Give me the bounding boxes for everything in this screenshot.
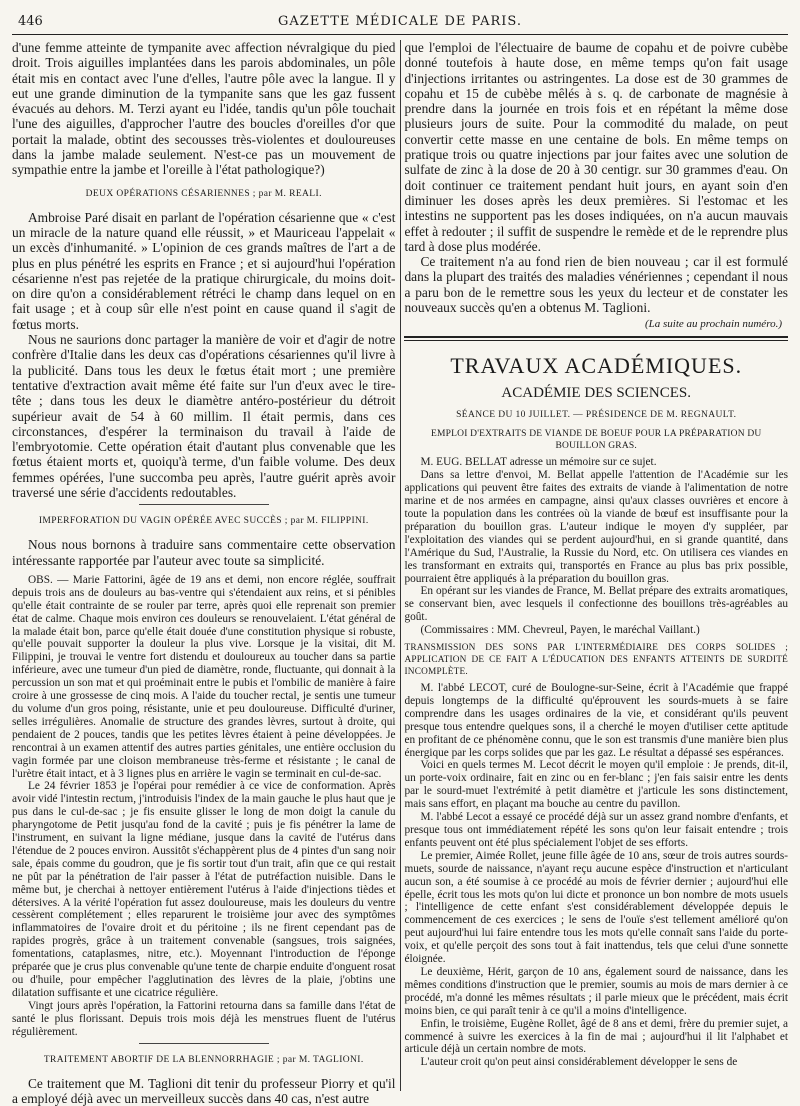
paragraph-lecot-6: Enfin, le troisième, Eugène Rollet, âgé de 8 ans et demi, frère du premier sujet, a commencé à suivre les exercices à la fin de mai ; aujourd'hui il lit l'alphabet et articule déjà un certain nombre de mots. bbox=[404, 1017, 788, 1056]
two-column-body bbox=[12, 40, 788, 1106]
academy-title: ACADÉMIE DES SCIENCES. bbox=[501, 385, 692, 402]
paragraph-lecot-5: Le deuxième, Hérit, garçon de 10 ans, également sourd de naissance, dans les mêmes conditions d'instruction que le premier, soumis au mois de mars dernier à ce procédé, m'a donné les mêmes résultats ; il parle mieux que le précédent, mais écrit moins bien, ce qui paraît tenir à ce qu'il a moins d'intelligence. bbox=[404, 965, 788, 1017]
column-divider bbox=[400, 40, 401, 1091]
heading-transmission-sons: TRANSMISSION DES SONS PAR L'INTERMÉDIAIRE DES CORPS SOLIDES ; APPLICATION DE CE FAIT A L'ÉDUCATION DES ENFANTS ATTEINTS DE SURDITÉ INCOMPLÈTE. bbox=[404, 643, 788, 678]
continued-note: (La suite au prochain numéro.) bbox=[645, 318, 782, 331]
session-line: SÉANCE DU 10 JUILLET. — PRÉSIDENCE DE M. REGNAULT. bbox=[456, 410, 737, 421]
paragraph-bellat-2: Dans sa lettre d'envoi, M. Bellat appelle l'attention de l'Académie sur les applications qui peuvent être faites des extraits de viande à l'alimentation de notre marine et de nos armées en campagne, ainsi qu'aux classes ouvrières et encore à toute la population dans les contrées où la viande de bœuf est insuffisante pour la préparation du bouillon gras. L'auteur indique le moyen d'y suppléer, par l'exploitation des viandes qui se perdent aujourd'hui, en si grande quantité, dans l'Amérique du Sud, l'Australie, la Russie du Nord, etc. On utilisera ces viandes en les transformant en extraits qui, transportés en France au plus bas prix possible, pourraient être appliqués à la préparation du bouillon gras. bbox=[404, 469, 788, 585]
paragraph-bellat-3: En opérant sur les viandes de France, M. Bellat prépare des extraits aromatiques, se conservant bien, avec lesquels il confectionne des bouillons très-agréables au goût. bbox=[404, 585, 788, 624]
paragraph-nouveau: Ce traitement n'a au fond rien de bien nouveau ; car il est formulé dans la plupart des traités des maladies vénériennes ; cependant il nous a paru bon de le remettre sous les yeux du lecteur et de constater les nouveaux succès qu'en a obtenus M. Taglioni. bbox=[404, 254, 788, 316]
paragraph-lecot-3: M. l'abbé Lecot a essayé ce procédé déjà sur un assez grand nombre d'enfants, et presque tous ont immédiatement répété les sons qu'on leur faisait entendre ; trois enfants peuvent ont été plus spécialement l'objet de ses efforts. bbox=[404, 811, 788, 849]
heading-cesariennes: DEUX OPÉRATIONS CÉSARIENNES ; par M. REALI. bbox=[85, 188, 322, 199]
paragraph-lecot-4: Le premier, Aimée Rollet, jeune fille âgée de 10 ans, sœur de trois autres sourds-muets, sourde de naissance, n'ayant reçu aucune espèce d'instruction et n'articulant aucun son, a été soumise à ce procédé au mois de février dernier ; aujourd'hui elle épelle, écrit tous les mots qu'on lui dicte et prononce un bon nombre de mots usuels ; l'intelligence de cette enfant s'est considérablement développée depuis le commencement de ces exercices ; le sens de l'ouïe s'est tellement amélioré qu'on peut aujourd'hui lui faire entendre tous les mots qu'elle connaît sans l'aide du porte-voix, et qu'elle perçoit des sons tout à fait inattendus, tels que celui d'une sonnette éloignée. bbox=[404, 849, 788, 966]
paragraph-lecot-2: Voici en quels termes M. Lecot décrit le moyen qu'il emploie : Je prends, dit-il, un porte-voix ordinaire, fait en zinc ou en fer-blanc ; j'en fais saisir entre les dents par le sourd-muet l'extrémité à petit diamètre et j'articule les sons distinctement, mais sans effort, en plaçant ma bouche au centre du pavillon. bbox=[404, 759, 788, 811]
paragraph-tympanite: d'une femme atteinte de tympanite avec affection névralgique du pied droit. Trois aiguilles implantées dans les parois abdominales, un pôle était mis en contact avec l'une d'elles, l'autre pôle avec la langue. Il y eut une grande diminution de la tympanite sans que les gaz fussent évacués au dehors. M. Terzi ayant eu l'idée, tandis qu'un pôle touchait l'une des aiguilles, d'approcher l'autre des boucles d'oreilles d'or que portait la malade, obtint des secousses très-violentes et douloureuses dans la jambe malade seulement. N'est-ce pas un mouvement de sympathie entre la jambe et l'oreille à l'état pathologique?) bbox=[12, 40, 396, 178]
paragraph-observation-3: Vingt jours après l'opération, la Fattorini retourna dans sa famille dans l'état de santé le plus florissant. Depuis trois mois déjà les menstrues fluent de l'utérus régulièrement. bbox=[12, 999, 396, 1038]
journal-title: GAZETTE MÉDICALE DE PARIS. bbox=[278, 14, 522, 29]
heading-imperforation: IMPERFORATION DU VAGIN OPÉRÉE AVEC SUCCÈS ; par M. FILIPPINI. bbox=[38, 516, 369, 527]
paragraph-observation-2: Le 24 février 1853 je l'opérai pour remédier à ce vice de conformation. Après avoir vidé l'intestin rectum, j'introduisis l'index de la main gauche le plus haut que je pus dans le cul-de-sac ; je fis ensuite glisser le long de mon doigt la canule du pharyngotome de Petit jusqu'au fond de la cavité ; puis je fis pénétrer la lame de l'instrument, en suivant la ligne médiane, jusque dans la cavité de l'utérus dans l'étendue de 2 pouces environ. Aussitôt s'échappèrent plus de 4 pintes d'un sang noir sale, épais comme du goudron, que je fis sortir tout d'un trait, afin que ce qui restait ne pût par la pénétration de l'air passer à l'état de putréfaction nuisible. Dans le même but, je cherchai à nettoyer entièrement l'utérus à l'aide d'injections tièdes et détersives. A la vérité l'opération fut assez douloureuse, mais les douleurs du ventre cessèrent complétement ; elles reparurent le troisième jour avec des symptômes inflammatoires de l'ovaire droit et du péritoine ; ils ne firent cependant pas de rapides progrès, grâce à un traitement convenable (sangsues, trois saignées, fomentations, cataplasmes, nitre, etc.). Moyennant l'introduction de l'éponge préparée que je crus plus convenable qu'une tente de charpie enduite d'onguent rosat ou d'huile, pour empêcher l'agglutination des lèvres de la plaie, j'obtins une dilatation suffisante et une cicatrice régulière. bbox=[12, 780, 396, 999]
paragraph-lecot-1: M. l'abbé LECOT, curé de Boulogne-sur-Seine, écrit à l'Académie que frappé depuis longtemps de la difficulté qu'éprouvent les sourds-muets à se faire comprendre dans les usages ordinaires de la vie, et considérant qu'ils peuvent presque tous entendre quelques sons, il a cherché le moyen d'utiliser cette aptitude en profitant de ce phénomène connu, que le son est transmis d'une manière bien plus énergique par les corps solides que par les gaz. Le résultat a dépassé ses espérances. bbox=[404, 682, 788, 759]
left-column bbox=[12, 40, 396, 1106]
section-divider bbox=[139, 1043, 269, 1044]
paragraph-blennorrhagie: Ce traitement que M. Taglioni dit tenir du professeur Piorry et qu'il a employé déjà avec un merveilleux succès dans 40 cas, n'est autre bbox=[12, 1075, 396, 1106]
page-number: 446 bbox=[18, 14, 43, 29]
paragraph-commissaires: (Commissaires : MM. Chevreul, Payen, le maréchal Vaillant.) bbox=[420, 624, 700, 637]
paragraph-vagin-intro: Nous nous bornons à traduire sans commentaire cette observation intéressante rapportée par l'auteur avec toute sa simplicité. bbox=[12, 537, 396, 568]
paragraph-cesar-1: Ambroise Paré disait en parlant de l'opération césarienne que « c'est un miracle de la nature quand elle réussit, » et Mauriceau l'appelait « un excès d'inhumanité. » L'opinion de ces grands maîtres de l'art a de plus en plus pénétré les esprits en France ; et si aujourd'hui l'opération césarienne n'est pas rejetée de la pratique chirurgicale, du moins doit-on dire qu'on a considérablement rétréci le champ dans lequel on en fait usage ; et à coup sûr elle n'est point en cause quand il s'agit de fœtus morts. bbox=[12, 209, 396, 332]
heading-extraits-viande: EMPLOI D'EXTRAITS DE VIANDE DE BOEUF POUR LA PRÉPARATION DU BOUILLON GRAS. bbox=[431, 429, 762, 452]
section-divider bbox=[139, 504, 269, 505]
double-rule bbox=[404, 336, 788, 341]
page-header bbox=[12, 12, 788, 35]
paragraph-bellat-1: M. EUG. BELLAT adresse un mémoire sur ce sujet. bbox=[420, 456, 657, 469]
heading-blennorrhagie: TRAITEMENT ABORTIF DE LA BLENNORRHAGIE ; par M. TAGLIONI. bbox=[43, 1054, 364, 1065]
paragraph-observation-1: OBS. — Marie Fattorini, âgée de 19 ans et demi, non encore réglée, souffrait depuis trois ans de douleurs au bas-ventre qui s'étendaient aux reins, et si pénibles qu'elle était contrainte de se rouler par terre, après quoi elle reprenait son premier état de calme. Chaque mois environ ces douleurs se renouvelaient. L'état général de la malade était bon, parce qu'elle était douée d'une constitution physique si robuste, qu'elle pouvait supporter la douleur la plus vive. Lorsque je la visitai, dit M. Filippini, je trouvai le ventre fort distendu et douloureux au toucher dans sa partie inférieure, avec une tumeur d'un pied de diamètre, ronde, fluctuante, qui donnait à la percussion un son mat et qui proéminait entre le pubis et l'ombilic de manière à faire croire à une grossesse de cinq mois. A l'aide du toucher rectal, je sentis une tumeur du volume d'un gros poing, résistante, unie et peu douloureuse. Difficulté d'uriner, selles irrégulières. Anomalie de structure des grandes lèvres, surtout à droite, qui pendaient de 2 pouces, tandis que les petites lèvres étaient à peine développées. Je rencontrai à un examen attentif des autres parties génitales, une entière occlusion du vagin formée par une cloison membraneuse très-ferme et résistante ; le canal de l'urètre était intact, et à 3 lignes plus en arrière le vagin se terminait en cul-de-sac. bbox=[12, 573, 396, 780]
right-column bbox=[404, 40, 788, 1091]
section-title-travaux: TRAVAUX ACADÉMIQUES. bbox=[450, 353, 743, 379]
paragraph-lecot-7: L'auteur croit qu'on peut ainsi considérablement développer le sens de bbox=[420, 1056, 738, 1069]
paragraph-copahu: que l'emploi de l'électuaire de baume de copahu et de poivre cubèbe donné toutefois à haute dose, en même temps qu'on fait usage d'injections irritantes ou astringentes. La dose est de 30 grammes de copahu et 15 de cubèbe mêlés à s. q. de carbonate de magnésie à prendre dans la journée en trois fois et en répétant la même dose plusieurs jours de suite. Pour la commodité du malade, on peut convertir cette masse en une centaine de bols. En même temps on pratique trois ou quatre injections par jour faites avec une solution de sulfate de zinc à la dose de 20 à 30 centigr. sur 30 grammes d'eau. On doit continuer ce traitement pendant huit jours, en ayant soin d'en diminuer les doses après les deux premières. Si l'estomac et les intestins ne supportent pas les doses indiquées, on n'a aucun mauvais effet à redouter ; il suffit de suspendre le remède et de le reprendre plus tard à dose plus modérée. bbox=[404, 40, 788, 254]
paragraph-cesar-2: Nous ne saurions donc partager la manière de voir et d'agir de notre confrère d'Italie dans les deux cas d'opérations césariennes qu'il livre à la publicité. Dans tous les deux le fœtus était mort ; une première tentative d'extraction avait même été faite sur l'un d'eux avec le tire-tête ; dans tous les deux le diamètre antéro-postérieur du détroit supérieur avait de 54 à 60 millim. Il était permis, dans ces circonstances, d'espérer la terminaison du travail à l'aide de l'embryotomie. Cette opération était d'autant plus convenable que les fœtus étaient morts et, quoiqu'à terme, d'un faible volume. Des deux femmes opérées, l'une succomba peu après, l'autre guérit après avoir traversé une série d'accidents redoutables. bbox=[12, 332, 396, 501]
